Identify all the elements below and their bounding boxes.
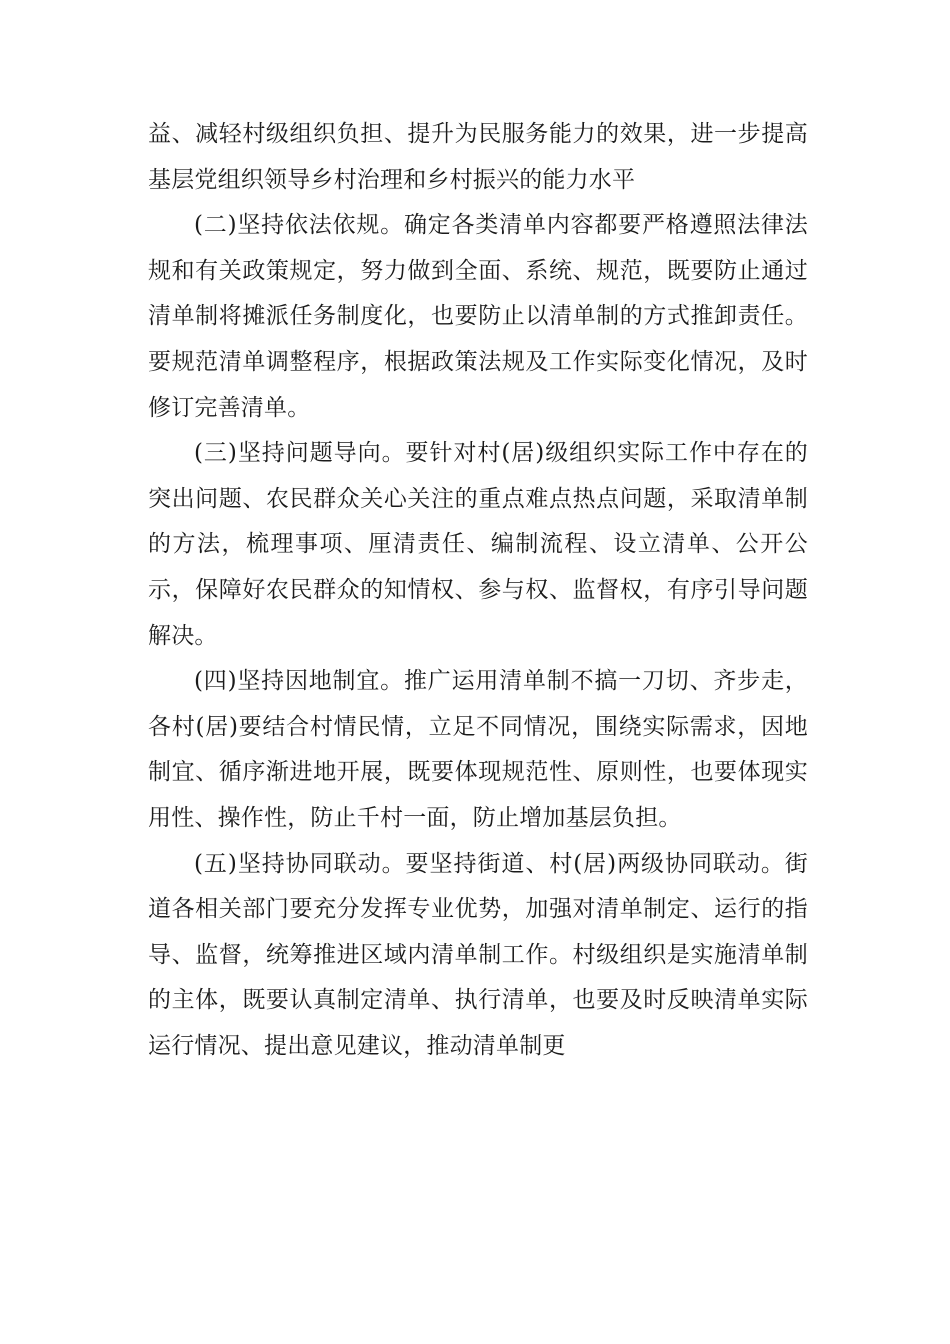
paragraph-problem-oriented: (三)坚持问题导向。要针对村(居)级组织实际工作中存在的突出问题、农民群众关心关注的重点难点热点问题，采取清单制的方法，梳理事项、厘清责任、编制流程、设立清单、公开公示，保障好农民群众的知情权、参与权、监督权，有序引导问题解决。 [148, 440, 808, 649]
paragraph-local-conditions: (四)坚持因地制宜。推广运用清单制不搞一刀切、齐步走，各村(居)要结合村情民情，立足不同情况，围绕实际需求，因地制宜、循序渐进地开展，既要体现规范性、原则性，也要体现实用性、操作性，防止千村一面，防止增加基层负担。 [148, 668, 808, 831]
document-body [148, 112, 808, 1069]
paragraph-coordination: (五)坚持协同联动。要坚持街道、村(居)两级协同联动。街道各相关部门要充分发挥专业优势，加强对清单制定、运行的指导、监督，统筹推进区域内清单制工作。村级组织是实施清单制的主体，既要认真制定清单、执行清单，也要及时反映清单实际运行情况、提出意见建议，推动清单制更 [148, 850, 808, 1059]
paragraph-continuation: 益、减轻村级组织负担、提升为民服务能力的效果，进一步提高基层党组织领导乡村治理和乡村振兴的能力水平 [148, 121, 808, 193]
paragraph-rule-of-law: (二)坚持依法依规。确定各类清单内容都要严格遵照法律法规和有关政策规定，努力做到全面、系统、规范，既要防止通过清单制将摊派任务制度化，也要防止以清单制的方式推卸责任。要规范清单调整程序，根据政策法规及工作实际变化情况，及时修订完善清单。 [148, 212, 808, 421]
